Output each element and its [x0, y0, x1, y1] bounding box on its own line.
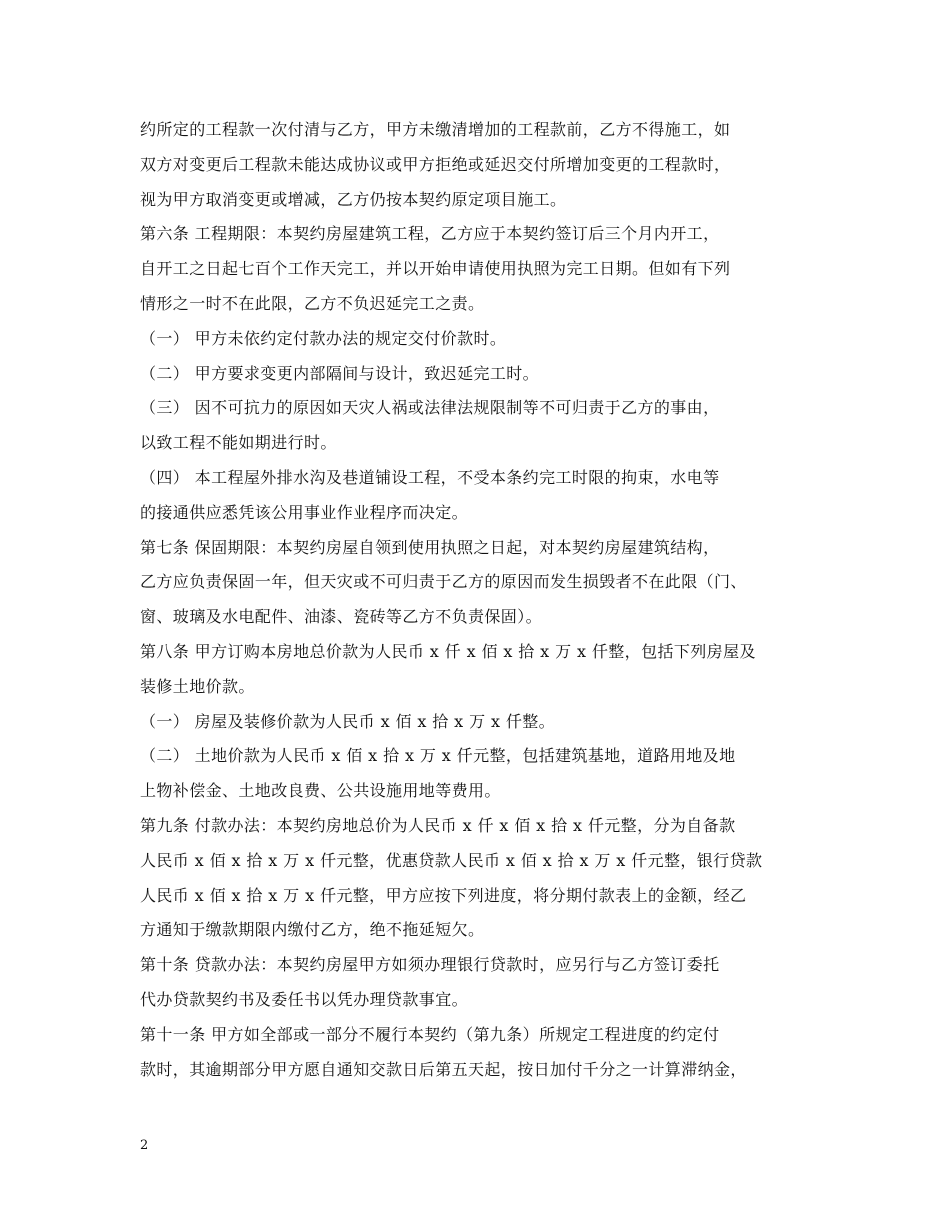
text-line: 第十一条 甲方如全部或一部分不履行本契约（第九条）所规定工程进度的约定付: [140, 1024, 720, 1044]
text-line: （三） 因不可抗力的原因如天灾人祸或法律法规限制等不可归责于乙方的事由，: [140, 398, 720, 418]
text-line: 第十条 贷款办法：本契约房屋甲方如须办理银行贷款时，应另行与乙方签订委托: [140, 955, 720, 975]
page-number: 2: [140, 1138, 149, 1153]
text-line: 装修土地价款。: [140, 676, 255, 696]
text-line: 第九条 付款办法：本契约房地总价为人民币 x 仟 x 佰 x 拾 x 仟元整，分为自备款: [140, 815, 736, 835]
text-line: 第八条 甲方订购本房地总价款为人民币 x 仟 x 佰 x 拾 x 万 x 仟整，包括下列房屋及: [140, 641, 756, 661]
text-line: 第七条 保固期限：本契约房屋自领到使用执照之日起，对本契约房屋建筑结构，: [140, 537, 720, 557]
text-line: 第六条 工程期限：本契约房屋建筑工程，乙方应于本契约签订后三个月内开工，: [140, 224, 720, 244]
text-line: （一） 甲方未依约定付款办法的规定交付价款时。: [140, 328, 507, 348]
text-line: （四） 本工程屋外排水沟及巷道铺设工程，不受本条约完工时限的拘束，水电等: [140, 467, 720, 487]
text-line: 的接通供应悉凭该公用事业作业程序而决定。: [140, 502, 469, 522]
text-line: 双方对变更后工程款未能达成协议或甲方拒绝或延迟交付所增加变更的工程款时，: [140, 154, 731, 174]
text-line: 乙方应负责保固一年，但天灾或不可归责于乙方的原因而发生损毁者不在此限（门、: [140, 572, 747, 592]
text-line: 视为甲方取消变更或增减，乙方仍按本契约原定项目施工。: [140, 189, 567, 209]
text-line: 上物补偿金、土地改良费、公共设施用地等费用。: [140, 781, 501, 801]
text-line: 约所定的工程款一次付清与乙方，甲方未缴清增加的工程款前，乙方不得施工，如: [140, 120, 731, 139]
text-line: （二） 土地价款为人民币 x 佰 x 拾 x 万 x 仟元整，包括建筑基地，道路用地及地: [140, 746, 736, 766]
text-line: 窗、玻璃及水电配件、油漆、瓷砖等乙方不负责保固）。: [140, 607, 543, 627]
text-line: 代办贷款契约书及委任书以凭办理贷款事宜。: [140, 989, 469, 1009]
document-body: [140, 113, 840, 1087]
text-line: （一） 房屋及装修价款为人民币 x 佰 x 拾 x 万 x 仟整。: [140, 711, 556, 731]
text-line: 方通知于缴款期限内缴付乙方，绝不拖延短欠。: [140, 920, 485, 940]
text-line: 自开工之日起七百个工作天完工，并以开始申请使用执照为完工日期。但如有下列: [140, 259, 731, 279]
text-line: 情形之一时不在此限，乙方不负迟延完工之责。: [140, 293, 485, 313]
text-line: 以致工程不能如期进行时。: [140, 433, 337, 453]
text-line: 款时，其逾期部分甲方愿自通知交款日后第五天起，按日加付千分之一计算滞纳金，: [140, 1059, 747, 1079]
text-line: 人民币 x 佰 x 拾 x 万 x 仟元整，甲方应按下列进度，将分期付款表上的金额，经乙: [140, 885, 747, 905]
text-line: 人民币 x 佰 x 拾 x 万 x 仟元整，优惠贷款人民币 x 佰 x 拾 x 万 x 仟元整，银行贷款: [140, 850, 763, 870]
text-line: （二） 甲方要求变更内部隔间与设计，致迟延完工时。: [140, 363, 540, 383]
